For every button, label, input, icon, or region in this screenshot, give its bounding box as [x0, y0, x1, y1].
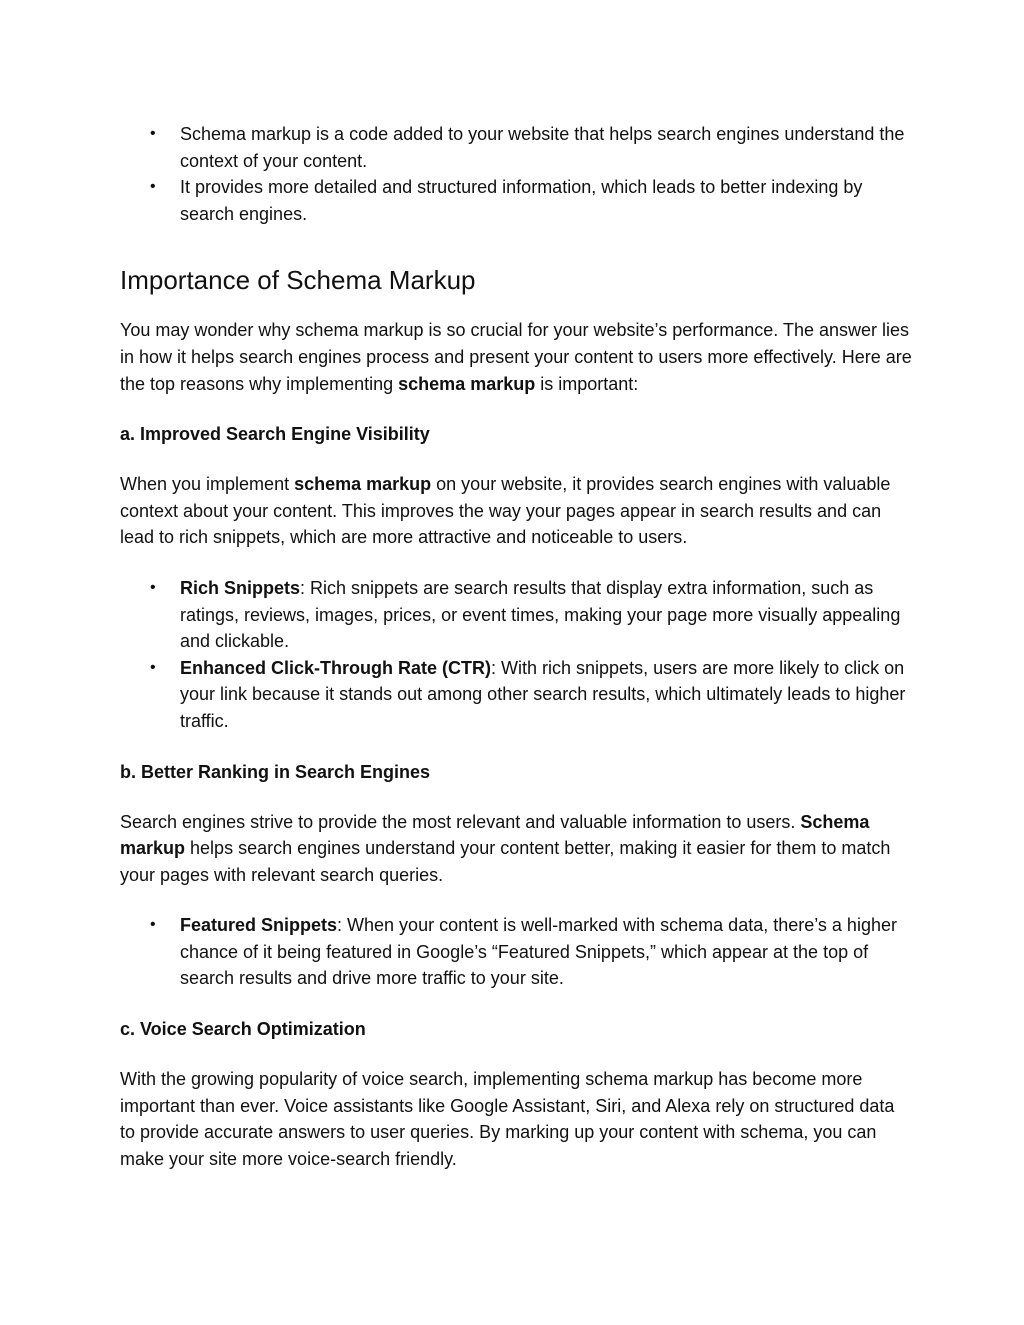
list-item: • Schema markup is a code added to your website that helps search engines understand the context of your content.	[150, 121, 914, 174]
bold-text: Schema markup	[120, 811, 870, 859]
intro-paragraph	[120, 317, 914, 397]
subsection-heading-c: c. Voice Search Optimization	[120, 1019, 366, 1040]
text-run: helps search engines understand your content better, making it easier for them to match your pages with relevant search queries.	[120, 838, 891, 885]
bold-text: Enhanced Click-Through Rate (CTR)	[180, 657, 492, 678]
subsection-heading-b: b. Better Ranking in Search Engines	[120, 761, 431, 782]
section-b-paragraph	[120, 809, 914, 889]
subsection-heading-a: a. Improved Search Engine Visibility	[120, 424, 430, 445]
section-heading: Importance of Schema Markup	[120, 265, 476, 296]
list-item	[150, 655, 914, 735]
section-a-bullet-list	[150, 575, 914, 735]
section-c-paragraph: With the growing popularity of voice search, implementing schema markup has become more important than ever. Voice assistants like Google Assistant, Siri, and Alexa rely on structured data to provide accurate answers to user queries. By marking up your content with schema, you can make your site more voice-search friendly.	[120, 1069, 895, 1169]
bold-text: Rich Snippets	[180, 577, 301, 598]
text-run: : When your content is well-marked with schema data, there’s a higher chance of it being featured in Google’s “Featured Snippets,” which appear at the top of search results and drive more traffic to your site.	[180, 915, 897, 989]
list-item	[150, 912, 914, 992]
list-item	[150, 575, 914, 655]
text-run: When you implement	[120, 474, 295, 495]
text-run: is important:	[535, 373, 639, 394]
text-run: : Rich snippets are search results that display extra information, such as ratings, reviews, images, prices, or event times, making your page more visually appealing and clickable.	[180, 577, 901, 652]
section-a-paragraph	[120, 471, 914, 551]
list-item: • It provides more detailed and structured information, which leads to better indexing by search engines.	[150, 174, 914, 227]
top-bullet-list	[150, 121, 914, 227]
bold-text: schema markup	[398, 373, 536, 394]
text-run: : With rich snippets, users are more likely to click on your link because it stands out among other search results, which ultimately leads to higher traffic.	[180, 657, 906, 731]
section-b-bullet-list	[150, 912, 914, 992]
text-run: on your website, it provides search engines with valuable context about your content. This improves the way your pages appear in search results and can lead to rich snippets, which are more attractive and noticeable to users.	[120, 474, 891, 548]
bold-text: schema markup	[294, 474, 432, 495]
text-run: Search engines strive to provide the most relevant and valuable information to users.	[120, 811, 801, 832]
text-run: You may wonder why schema markup is so crucial for your website’s performance. The answer lies in how it helps search engines process and present your content to users more effectively. Here are the top reasons why implementing	[120, 320, 912, 394]
bold-text: Featured Snippets	[180, 915, 338, 936]
